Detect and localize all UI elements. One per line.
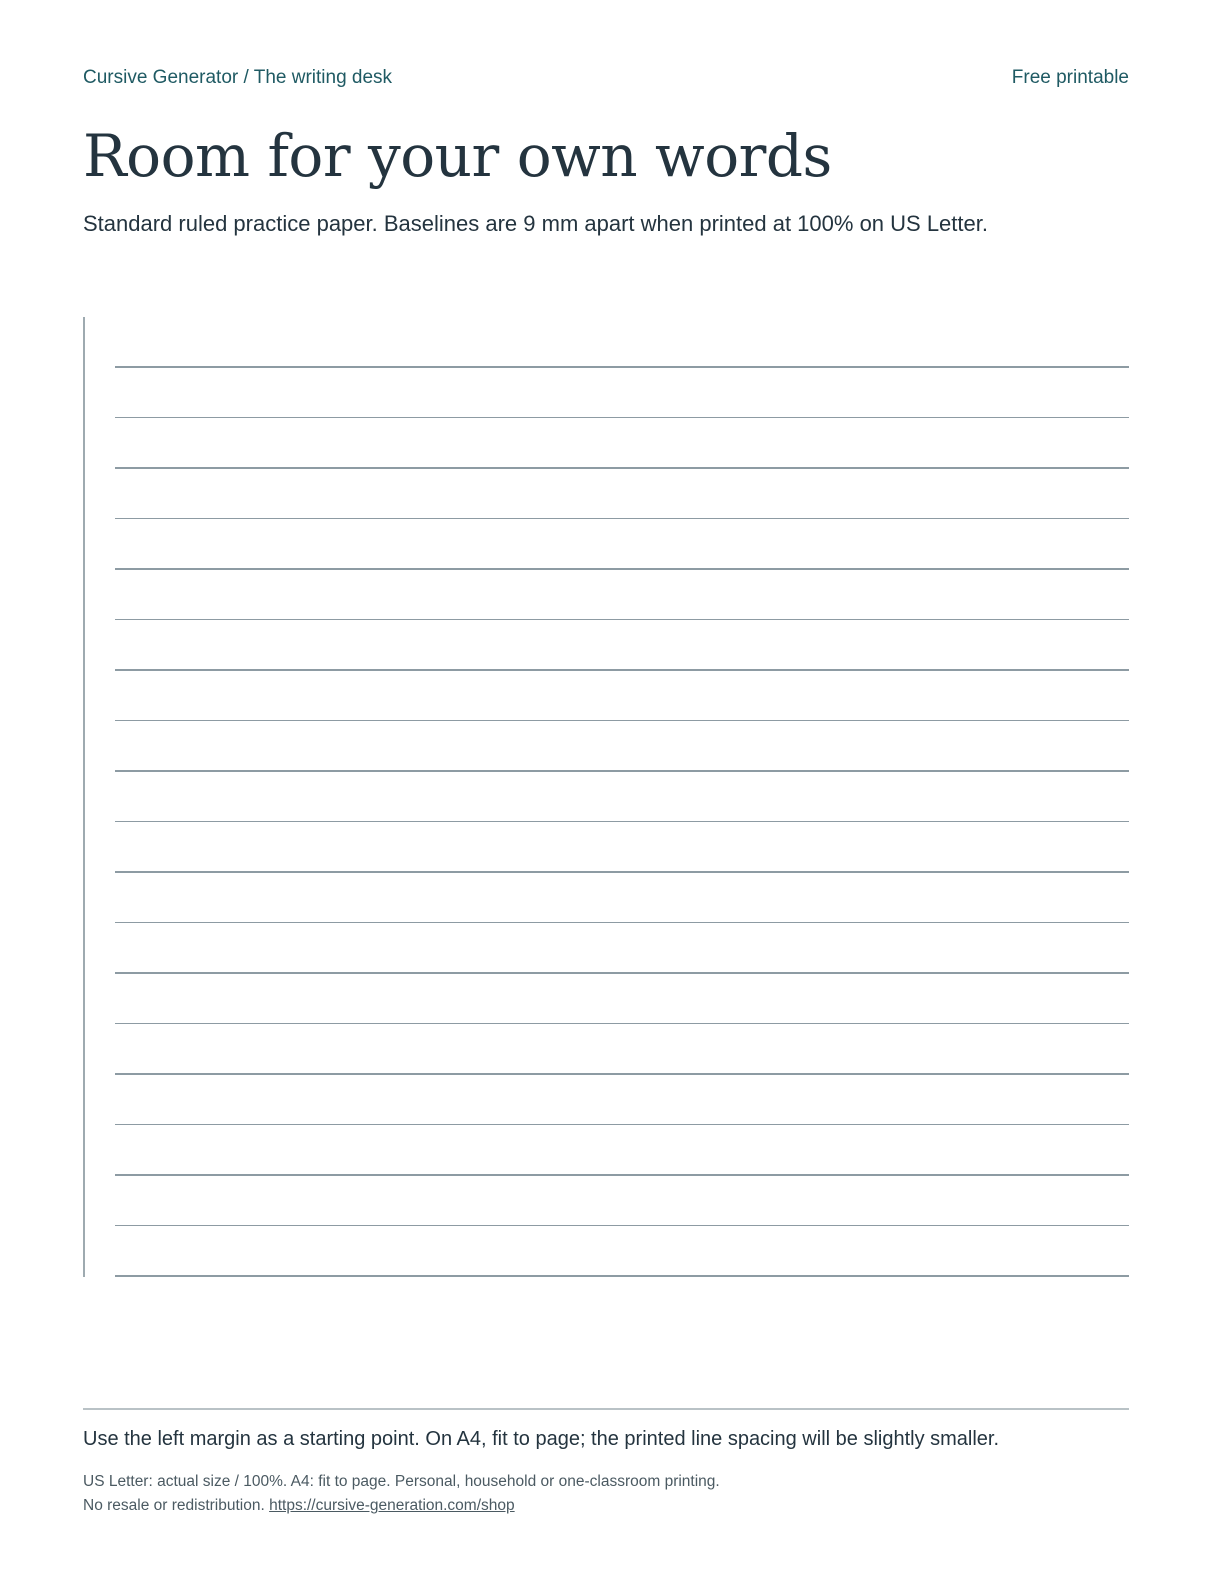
ruled-line	[115, 619, 1129, 621]
shop-link[interactable]: https://cursive-generation.com/shop	[269, 1497, 515, 1514]
ruled-line	[115, 770, 1129, 772]
ruled-line	[115, 669, 1129, 671]
ruled-line	[115, 417, 1129, 419]
page-title: Room for your own words	[83, 122, 832, 190]
top-bar	[83, 64, 1129, 92]
page-subtitle: Standard ruled practice paper. Baselines are 9 mm apart when printed at 100% on US Letter.	[83, 211, 988, 236]
ruled-line	[115, 1275, 1129, 1277]
ruled-line	[115, 1174, 1129, 1176]
ruled-line	[115, 972, 1129, 974]
ruled-line	[115, 467, 1129, 469]
ruled-line	[115, 821, 1129, 823]
license-line-1: US Letter: actual size / 100%. A4: fit to page. Personal, household or one-classroom printing.	[83, 1473, 720, 1490]
license-fineprint	[83, 1470, 720, 1518]
ruled-line	[115, 720, 1129, 722]
ruled-line	[115, 922, 1129, 924]
ruled-line	[115, 1073, 1129, 1075]
ruled-line	[115, 871, 1129, 873]
license-line-2: No resale or redistribution.	[83, 1497, 265, 1514]
ruled-line	[115, 518, 1129, 520]
ruled-practice-paper	[83, 317, 1129, 1277]
free-printable-label: Free printable	[1011, 67, 1129, 88]
ruled-line	[115, 1225, 1129, 1227]
footer-divider	[83, 1408, 1129, 1410]
ruled-line	[115, 1124, 1129, 1126]
ruled-line	[115, 366, 1129, 368]
breadcrumb[interactable]: Cursive Generator / The writing desk	[83, 67, 393, 88]
ruled-line	[115, 1023, 1129, 1025]
left-margin-rule	[83, 317, 85, 1277]
footer-note: Use the left margin as a starting point. On A4, fit to page; the printed line spacing will be slightly smaller.	[83, 1428, 1000, 1450]
ruled-line	[115, 568, 1129, 570]
